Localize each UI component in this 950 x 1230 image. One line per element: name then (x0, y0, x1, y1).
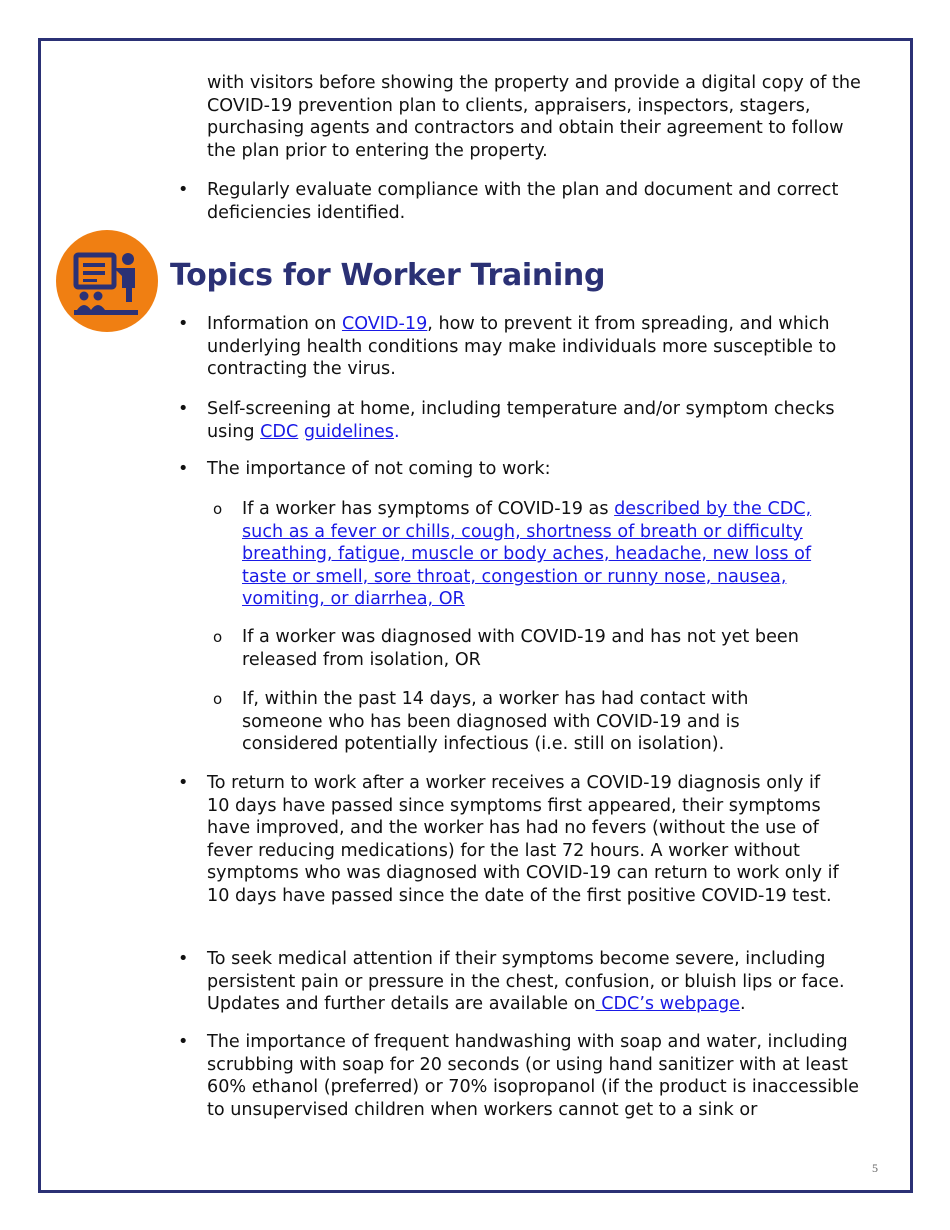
training-presentation-icon (56, 230, 158, 332)
list-item (178, 458, 878, 481)
covid-19-link[interactable]: COVID-19 (341, 314, 428, 334)
bullet-icon: • (178, 459, 189, 479)
text-span: If a worker has symptoms of COVID-19 as (242, 499, 615, 519)
circle-bullet-icon: o (213, 628, 223, 646)
text-span: Information on (207, 314, 342, 334)
sub-list-item (213, 498, 853, 611)
bullet-icon: • (178, 180, 189, 200)
list-item (178, 398, 868, 443)
bullet-icon: • (178, 949, 189, 969)
section-heading: Topics for Worker Training (170, 258, 606, 293)
text-span: , how to prevent it from spreading, and which underlying health conditions may make individuals more susceptible to contracting the virus. (207, 314, 837, 380)
list-item (178, 772, 848, 908)
list-item-text: If a worker was diagnosed with COVID-19 and has not yet been released from isolation, OR (242, 627, 799, 670)
bullet-icon: • (178, 314, 189, 334)
sub-list-item (213, 626, 833, 671)
intro-continuation: with visitors before showing the property and provide a digital copy of the COVID-19 prevention plan to clients, appraisers, inspectors, stagers, purchasing agents and contractors and obtain their agreement to follow the plan prior to entering the property. (207, 73, 861, 161)
list-item-text: If, within the past 14 days, a worker has had contact with someone who has been diagnosed with COVID-19 and is considered potentially infectious (i.e. still on isolation). (242, 689, 749, 755)
text-span: . (393, 421, 400, 442)
page-number: 5 (872, 1161, 878, 1175)
cdc-webpage-link[interactable]: CDC’s webpage (595, 994, 741, 1015)
list-item (178, 179, 878, 224)
text-span: To seek medical attention if their symptoms become severe, including persistent pain or pressure in the chest, confusion, or bluish lips or face. Updates and further details are available on (207, 949, 845, 1015)
text-span: Self-screening at home, including temperature and/or symptom checks using (207, 399, 835, 442)
list-item-text: To return to work after a worker receives a COVID-19 diagnosis only if 10 days have passed since symptoms first appeared, their symptoms have improved, and the worker has had no fevers (without the use of fever reducing medications) for the last 72 hours. A worker without symptoms who was diagnosed with COVID-19 can return to work only if 10 days have passed since the date of the first positive COVID-19 test. (207, 773, 839, 906)
list-item (178, 313, 878, 381)
cdc-symptoms-link[interactable]: described by the CDC, such as a fever or chills, cough, shortness of breath or difficulty breathing, fatigue, muscle or body aches, headache, new loss of taste or smell, sore throat, congestion or runny nose, nausea, vomiting, or diarrhea, OR (242, 499, 812, 610)
list-item-text: The importance of frequent handwashing with soap and water, including scrubbing with soap for 20 seconds (or using hand sanitizer with at least 60% ethanol (preferred) or 70% isopropanol (if the product is inaccessible to unsupervised children when workers cannot get to a sink or (207, 1032, 859, 1120)
circle-bullet-icon: o (213, 690, 223, 708)
list-item (178, 1031, 878, 1121)
bullet-icon: • (178, 1032, 189, 1052)
circle-bullet-icon: o (213, 500, 223, 518)
cdc-link[interactable]: CDC (260, 421, 299, 442)
text-span: . (740, 994, 746, 1015)
bullet-icon: • (178, 773, 189, 793)
guidelines-link[interactable]: guidelines (303, 421, 394, 442)
sub-list-item (213, 688, 783, 756)
list-item-text: The importance of not coming to work: (207, 459, 551, 479)
bullet-icon: • (178, 399, 189, 419)
list-item (178, 948, 878, 1016)
list-item-text: Regularly evaluate compliance with the plan and document and correct deficiencies identified. (207, 180, 839, 223)
